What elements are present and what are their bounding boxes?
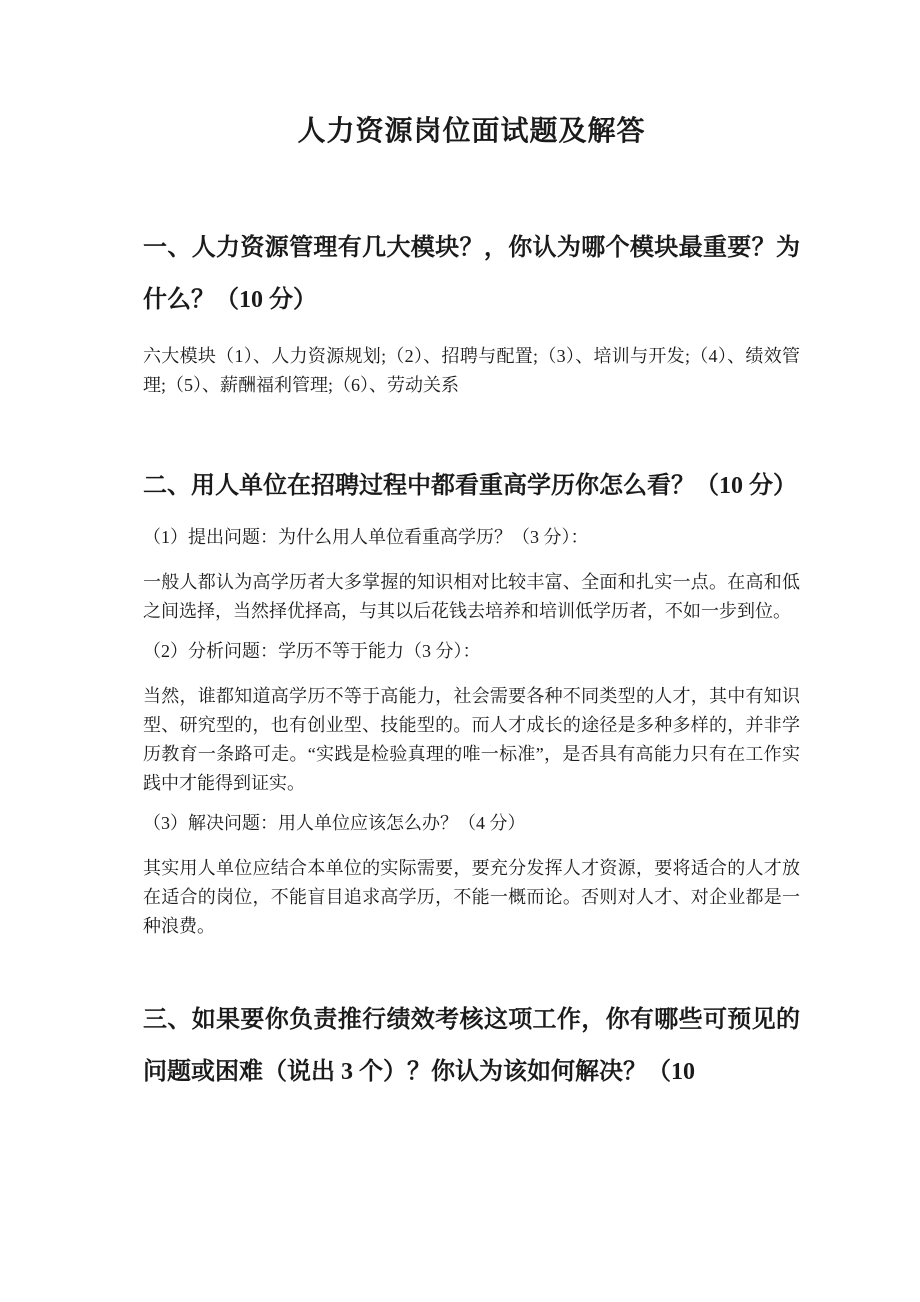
question-2-point-2-subheading: （2）分析问题：学历不等于能力（3 分）： [143,641,481,661]
question-section-1 [143,222,800,400]
question-2-heading: 二、用人单位在招聘过程中都看重高学历你怎么看？（10 分） [143,473,797,499]
question-2-point-2-paragraph: 当然，谁都知道高学历不等于高能力，社会需要各种不同类型的人才，其中有知识型、研究型的，也有创业型、技能型的。而人才成长的途径是多种多样的，并非学历教育一条路可走。“实践是检验真理的唯一标准”，是否具有高能力只有在工作实践中才能得到证实。 [143,686,800,793]
question-section-2 [143,460,800,941]
question-2-point-3-paragraph: 其实用人单位应结合本单位的实际需要，要充分发挥人才资源，要将适合的人才放在适合的岗位，不能盲目追求高学历，不能一概而论。否则对人才、对企业都是一种浪费。 [143,858,800,936]
document-title: 人力资源岗位面试题及解答 [297,116,646,147]
question-1-answer-paragraph: 六大模块（1）、人力资源规划;（2）、招聘与配置;（3）、培训与开发;（4）、绩效管理;（5）、薪酬福利管理;（6）、劳动关系 [143,346,800,395]
question-2-point-1-paragraph: 一般人都认为高学历者大多掌握的知识相对比较丰富、全面和扎实一点。在高和低之间选择，当然择优择高，与其以后花钱去培养和培训低学历者，不如一步到位。 [143,572,800,621]
question-1-heading: 一、人力资源管理有几大模块？，你认为哪个模块最重要？为什么？（10 分） [143,235,800,313]
question-section-3 [143,994,800,1098]
question-2-point-3-subheading: （3）解决问题：用人单位应该怎么办？（4 分） [143,813,526,833]
question-2-point-1-subheading: （1）提出问题：为什么用人单位看重高学历？（3 分）： [143,527,589,547]
question-3-heading: 三、如果要你负责推行绩效考核这项工作，你有哪些可预见的问题或困难（说出 3 个）？你认为该如何解决？（10 [143,1007,800,1085]
